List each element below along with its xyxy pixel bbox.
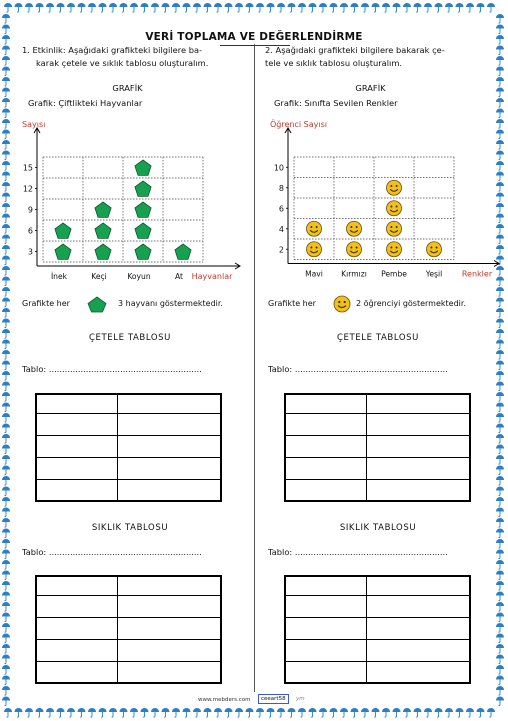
border-umbrella-icon <box>403 708 411 717</box>
border-umbrella-icon <box>2 655 10 664</box>
table-cell[interactable] <box>285 661 367 683</box>
border-umbrella-icon <box>496 361 504 370</box>
border-umbrella-icon <box>2 539 10 548</box>
border-umbrella-icon <box>496 487 504 496</box>
border-umbrella-icon <box>2 529 10 538</box>
pentagon-icon <box>135 244 151 259</box>
border-umbrella-icon <box>15 708 23 717</box>
border-umbrella-icon <box>456 708 464 717</box>
border-umbrella-icon <box>309 708 317 717</box>
border-umbrella-icon <box>496 319 504 328</box>
table-cell[interactable] <box>118 576 222 595</box>
pentagon-icon <box>135 160 151 175</box>
border-umbrella-icon <box>141 708 149 717</box>
border-umbrella-icon <box>496 340 504 349</box>
left-chart-subtitle: Grafik: Çiftlikteki Hayvanlar <box>28 98 143 108</box>
border-umbrella-icon <box>382 708 390 717</box>
border-umbrella-icon <box>120 708 128 717</box>
border-umbrella-icon <box>2 497 10 506</box>
y-tick-label: 4 <box>278 224 284 234</box>
y-tick-label: 9 <box>27 205 33 215</box>
pentagon-key-icon <box>87 296 107 313</box>
border-umbrella-icon <box>25 708 33 717</box>
table-cell[interactable] <box>118 639 222 661</box>
border-umbrella-icon <box>496 392 504 401</box>
border-umbrella-icon <box>496 497 504 506</box>
table-cell[interactable] <box>367 457 471 479</box>
pentagon-icon <box>135 181 151 196</box>
smiley-icon <box>347 242 362 257</box>
border-umbrella-icon <box>2 634 10 643</box>
left-task-line-2: karak çetele ve sıklık tablosu oluşturalım. <box>36 58 209 68</box>
right-pictograph <box>254 0 508 300</box>
border-umbrella-icon <box>319 708 327 717</box>
right-freq-title: SIKLIK TABLOSU <box>339 523 417 533</box>
border-umbrella-icon <box>496 665 504 674</box>
table-cell[interactable] <box>36 435 118 457</box>
border-umbrella-icon <box>277 708 285 717</box>
border-umbrella-icon <box>477 708 485 717</box>
border-umbrella-icon <box>193 708 201 717</box>
pentagon-icon <box>135 223 151 238</box>
left-y-axis-label: Sayısı <box>22 120 46 129</box>
right-tally-label: Tablo: .......................................................... <box>268 364 448 374</box>
smiley-icon <box>427 242 442 257</box>
border-umbrella-icon <box>466 708 474 717</box>
category-label: Pembe <box>381 269 407 279</box>
table-cell[interactable] <box>367 639 471 661</box>
pentagon-icon <box>95 202 111 217</box>
left-task-line-1: 1. Etkinlik: Aşağıdaki grafikteki bilgilere ba- <box>22 45 203 55</box>
border-umbrella-icon <box>46 708 54 717</box>
border-umbrella-icon <box>2 602 10 611</box>
y-tick-label: 8 <box>278 183 284 193</box>
category-label: Kırmızı <box>341 269 367 279</box>
right-note-suffix: 2 öğrenciyi göstermektedir. <box>356 299 466 308</box>
border-umbrella-icon <box>414 708 422 717</box>
border-umbrella-icon <box>372 708 380 717</box>
border-umbrella-icon <box>2 550 10 559</box>
table-cell[interactable] <box>36 394 118 413</box>
border-umbrella-icon <box>235 708 243 717</box>
table-cell[interactable] <box>36 413 118 435</box>
table-cell[interactable] <box>285 479 367 501</box>
border-umbrella-icon <box>496 350 504 359</box>
border-umbrella-icon <box>2 592 10 601</box>
smiley-icon <box>387 201 402 216</box>
border-umbrella-icon <box>2 676 10 685</box>
y-tick-label: 6 <box>278 204 284 214</box>
border-umbrella-icon <box>496 518 504 527</box>
border-umbrella-icon <box>78 708 86 717</box>
border-umbrella-icon <box>487 708 495 717</box>
table-cell[interactable] <box>285 457 367 479</box>
border-umbrella-icon <box>2 518 10 527</box>
table-cell[interactable] <box>285 639 367 661</box>
border-umbrella-icon <box>2 350 10 359</box>
border-umbrella-icon <box>162 708 170 717</box>
border-umbrella-icon <box>496 371 504 380</box>
border-umbrella-icon <box>2 413 10 422</box>
border-umbrella-icon <box>151 708 159 717</box>
x-axis-label: Renkler <box>461 269 493 279</box>
right-freq-table <box>284 575 471 684</box>
border-umbrella-icon <box>2 560 10 569</box>
border-umbrella-icon <box>298 708 306 717</box>
table-cell[interactable] <box>285 435 367 457</box>
border-umbrella-icon <box>2 382 10 391</box>
border-umbrella-icon <box>99 708 107 717</box>
border-umbrella-icon <box>2 476 10 485</box>
table-cell[interactable] <box>118 394 222 413</box>
border-umbrella-icon <box>496 655 504 664</box>
border-umbrella-icon <box>496 466 504 475</box>
border-umbrella-icon <box>496 476 504 485</box>
border-umbrella-icon <box>496 539 504 548</box>
border-umbrella-icon <box>496 329 504 338</box>
border-umbrella-icon <box>2 361 10 370</box>
smiley-key-icon <box>333 295 351 313</box>
table-cell[interactable] <box>118 479 222 501</box>
border-umbrella-icon <box>496 676 504 685</box>
table-cell[interactable] <box>36 595 118 617</box>
border-umbrella-icon <box>256 708 264 717</box>
border-umbrella-icon <box>496 403 504 412</box>
table-cell[interactable] <box>118 413 222 435</box>
left-freq-title: SIKLIK TABLOSU <box>91 523 169 533</box>
border-umbrella-icon <box>2 623 10 632</box>
smiley-icon <box>387 221 402 236</box>
border-umbrella-icon <box>496 623 504 632</box>
category-label: Yeşil <box>425 269 443 279</box>
category-label: Koyun <box>127 272 151 281</box>
border-umbrella-icon <box>246 708 254 717</box>
table-cell[interactable] <box>285 595 367 617</box>
border-umbrella-icon <box>2 613 10 622</box>
table-cell[interactable] <box>367 595 471 617</box>
table-cell[interactable] <box>285 394 367 413</box>
table-cell[interactable] <box>367 435 471 457</box>
y-tick-label: 3 <box>27 247 33 257</box>
border-umbrella-icon <box>204 708 212 717</box>
border-umbrella-icon <box>435 708 443 717</box>
border-umbrella-icon <box>36 708 44 717</box>
right-task-line-2: tele ve sıklık tablosu oluşturalım. <box>265 58 403 68</box>
border-umbrella-icon <box>496 445 504 454</box>
border-umbrella-icon <box>424 708 432 717</box>
page-title: VERİ TOPLAMA VE DEĞERLENDİRME <box>145 31 363 43</box>
category-label: At <box>174 272 184 281</box>
right-y-axis-label: Öğrenci Sayısı <box>270 120 327 129</box>
table-cell[interactable] <box>285 576 367 595</box>
border-umbrella-icon <box>496 508 504 517</box>
pentagon-icon <box>95 244 111 259</box>
y-tick-label: 10 <box>273 163 284 173</box>
border-umbrella-icon <box>130 708 138 717</box>
border-umbrella-icon <box>496 550 504 559</box>
right-chart-heading: GRAFİK <box>355 83 386 93</box>
border-umbrella-icon <box>183 708 191 717</box>
border-umbrella-icon <box>351 708 359 717</box>
border-umbrella-icon <box>2 329 10 338</box>
left-tally-table <box>35 393 222 502</box>
pentagon-icon <box>55 244 71 259</box>
border-umbrella-icon <box>2 445 10 454</box>
category-label: Keçi <box>91 272 107 281</box>
border-umbrella-icon <box>496 602 504 611</box>
border-umbrella-icon <box>2 392 10 401</box>
smiley-icon <box>307 221 322 236</box>
y-tick-label: 2 <box>278 245 284 255</box>
border-umbrella-icon <box>2 340 10 349</box>
smiley-icon <box>307 242 322 257</box>
right-chart-subtitle: Grafik: Sınıfta Sevilen Renkler <box>274 98 398 108</box>
border-umbrella-icon <box>2 403 10 412</box>
table-cell[interactable] <box>367 661 471 683</box>
border-umbrella-icon <box>393 708 401 717</box>
right-task-line-1: 2. Aşağıdaki grafikteki bilgilere bakarak çe- <box>265 45 445 55</box>
border-umbrella-icon <box>496 308 504 317</box>
table-cell[interactable] <box>36 479 118 501</box>
table-cell[interactable] <box>367 617 471 639</box>
table-cell[interactable] <box>118 435 222 457</box>
border-umbrella-icon <box>214 708 222 717</box>
category-label: Mavi <box>305 269 323 279</box>
table-cell[interactable] <box>36 457 118 479</box>
right-freq-label: Tablo: .......................................................... <box>268 547 448 557</box>
left-tally-label: Tablo: .......................................................... <box>22 364 202 374</box>
pentagon-icon <box>135 202 151 217</box>
border-umbrella-icon <box>2 308 10 317</box>
border-umbrella-icon <box>288 708 296 717</box>
border-umbrella-icon <box>57 708 65 717</box>
left-freq-label: Tablo: .......................................................... <box>22 547 202 557</box>
border-umbrella-icon <box>225 708 233 717</box>
pentagon-icon <box>55 223 71 238</box>
table-cell[interactable] <box>118 457 222 479</box>
table-cell[interactable] <box>36 576 118 595</box>
border-umbrella-icon <box>496 697 504 706</box>
right-tally-title: ÇETELE TABLOSU <box>337 333 419 343</box>
border-umbrella-icon <box>4 708 12 717</box>
border-umbrella-icon <box>2 455 10 464</box>
pentagon-icon <box>175 244 191 259</box>
table-cell[interactable] <box>367 413 471 435</box>
border-umbrella-icon <box>88 708 96 717</box>
border-umbrella-icon <box>496 634 504 643</box>
table-cell[interactable] <box>367 479 471 501</box>
smiley-icon <box>387 180 402 195</box>
border-umbrella-icon <box>2 371 10 380</box>
border-umbrella-icon <box>2 424 10 433</box>
right-note-prefix: Grafikte her <box>268 299 316 308</box>
left-note-suffix: 3 hayvanı göstermektedir. <box>118 299 223 308</box>
category-label: İnek <box>50 272 68 281</box>
border-umbrella-icon <box>496 424 504 433</box>
border-umbrella-icon <box>496 592 504 601</box>
border-umbrella-icon <box>496 644 504 653</box>
border-umbrella-icon <box>496 413 504 422</box>
left-pictograph <box>0 0 254 300</box>
table-cell[interactable] <box>118 617 222 639</box>
border-umbrella-icon <box>496 455 504 464</box>
border-umbrella-icon <box>496 434 504 443</box>
table-cell[interactable] <box>118 595 222 617</box>
border-umbrella-icon <box>267 708 275 717</box>
border-umbrella-icon <box>67 708 75 717</box>
border-umbrella-icon <box>496 560 504 569</box>
border-umbrella-icon <box>2 319 10 328</box>
border-umbrella-icon <box>172 708 180 717</box>
border-umbrella-icon <box>2 487 10 496</box>
table-cell[interactable] <box>285 413 367 435</box>
border-umbrella-icon <box>496 581 504 590</box>
table-cell[interactable] <box>36 639 118 661</box>
border-umbrella-icon <box>2 434 10 443</box>
border-umbrella-icon <box>496 613 504 622</box>
border-umbrella-icon <box>361 708 369 717</box>
table-cell[interactable] <box>36 661 118 683</box>
footer-badge: ceeart58 <box>258 694 289 704</box>
border-umbrella-icon <box>109 708 117 717</box>
border-umbrella-icon <box>2 665 10 674</box>
border-umbrella-icon <box>496 686 504 695</box>
x-axis-label: Hayvanlar <box>191 272 233 281</box>
left-chart-heading: GRAFİK <box>112 83 143 93</box>
border-umbrella-icon <box>496 382 504 391</box>
border-umbrella-icon <box>340 708 348 717</box>
border-umbrella-icon <box>330 708 338 717</box>
table-cell[interactable] <box>36 617 118 639</box>
smiley-icon <box>387 242 402 257</box>
border-umbrella-icon <box>2 508 10 517</box>
border-umbrella-icon <box>2 581 10 590</box>
border-umbrella-icon <box>2 686 10 695</box>
footer-site[interactable]: www.mebders.com <box>198 697 251 703</box>
table-cell[interactable] <box>367 576 471 595</box>
border-umbrella-icon <box>2 697 10 706</box>
table-cell[interactable] <box>285 617 367 639</box>
y-tick-label: 12 <box>22 184 33 194</box>
footer-logo: ym <box>296 696 305 702</box>
pentagon-icon <box>95 223 111 238</box>
smiley-icon <box>347 221 362 236</box>
left-note-prefix: Grafikte her <box>22 299 70 308</box>
table-cell[interactable] <box>367 394 471 413</box>
right-tally-table <box>284 393 471 502</box>
table-cell[interactable] <box>118 661 222 683</box>
y-tick-label: 15 <box>22 163 33 173</box>
border-umbrella-icon <box>2 571 10 580</box>
y-tick-label: 6 <box>27 226 33 236</box>
border-umbrella-icon <box>496 571 504 580</box>
border-umbrella-icon <box>445 708 453 717</box>
border-umbrella-icon <box>496 529 504 538</box>
border-umbrella-icon <box>2 466 10 475</box>
left-freq-table <box>35 575 222 684</box>
left-tally-title: ÇETELE TABLOSU <box>89 333 171 343</box>
border-umbrella-icon <box>2 644 10 653</box>
